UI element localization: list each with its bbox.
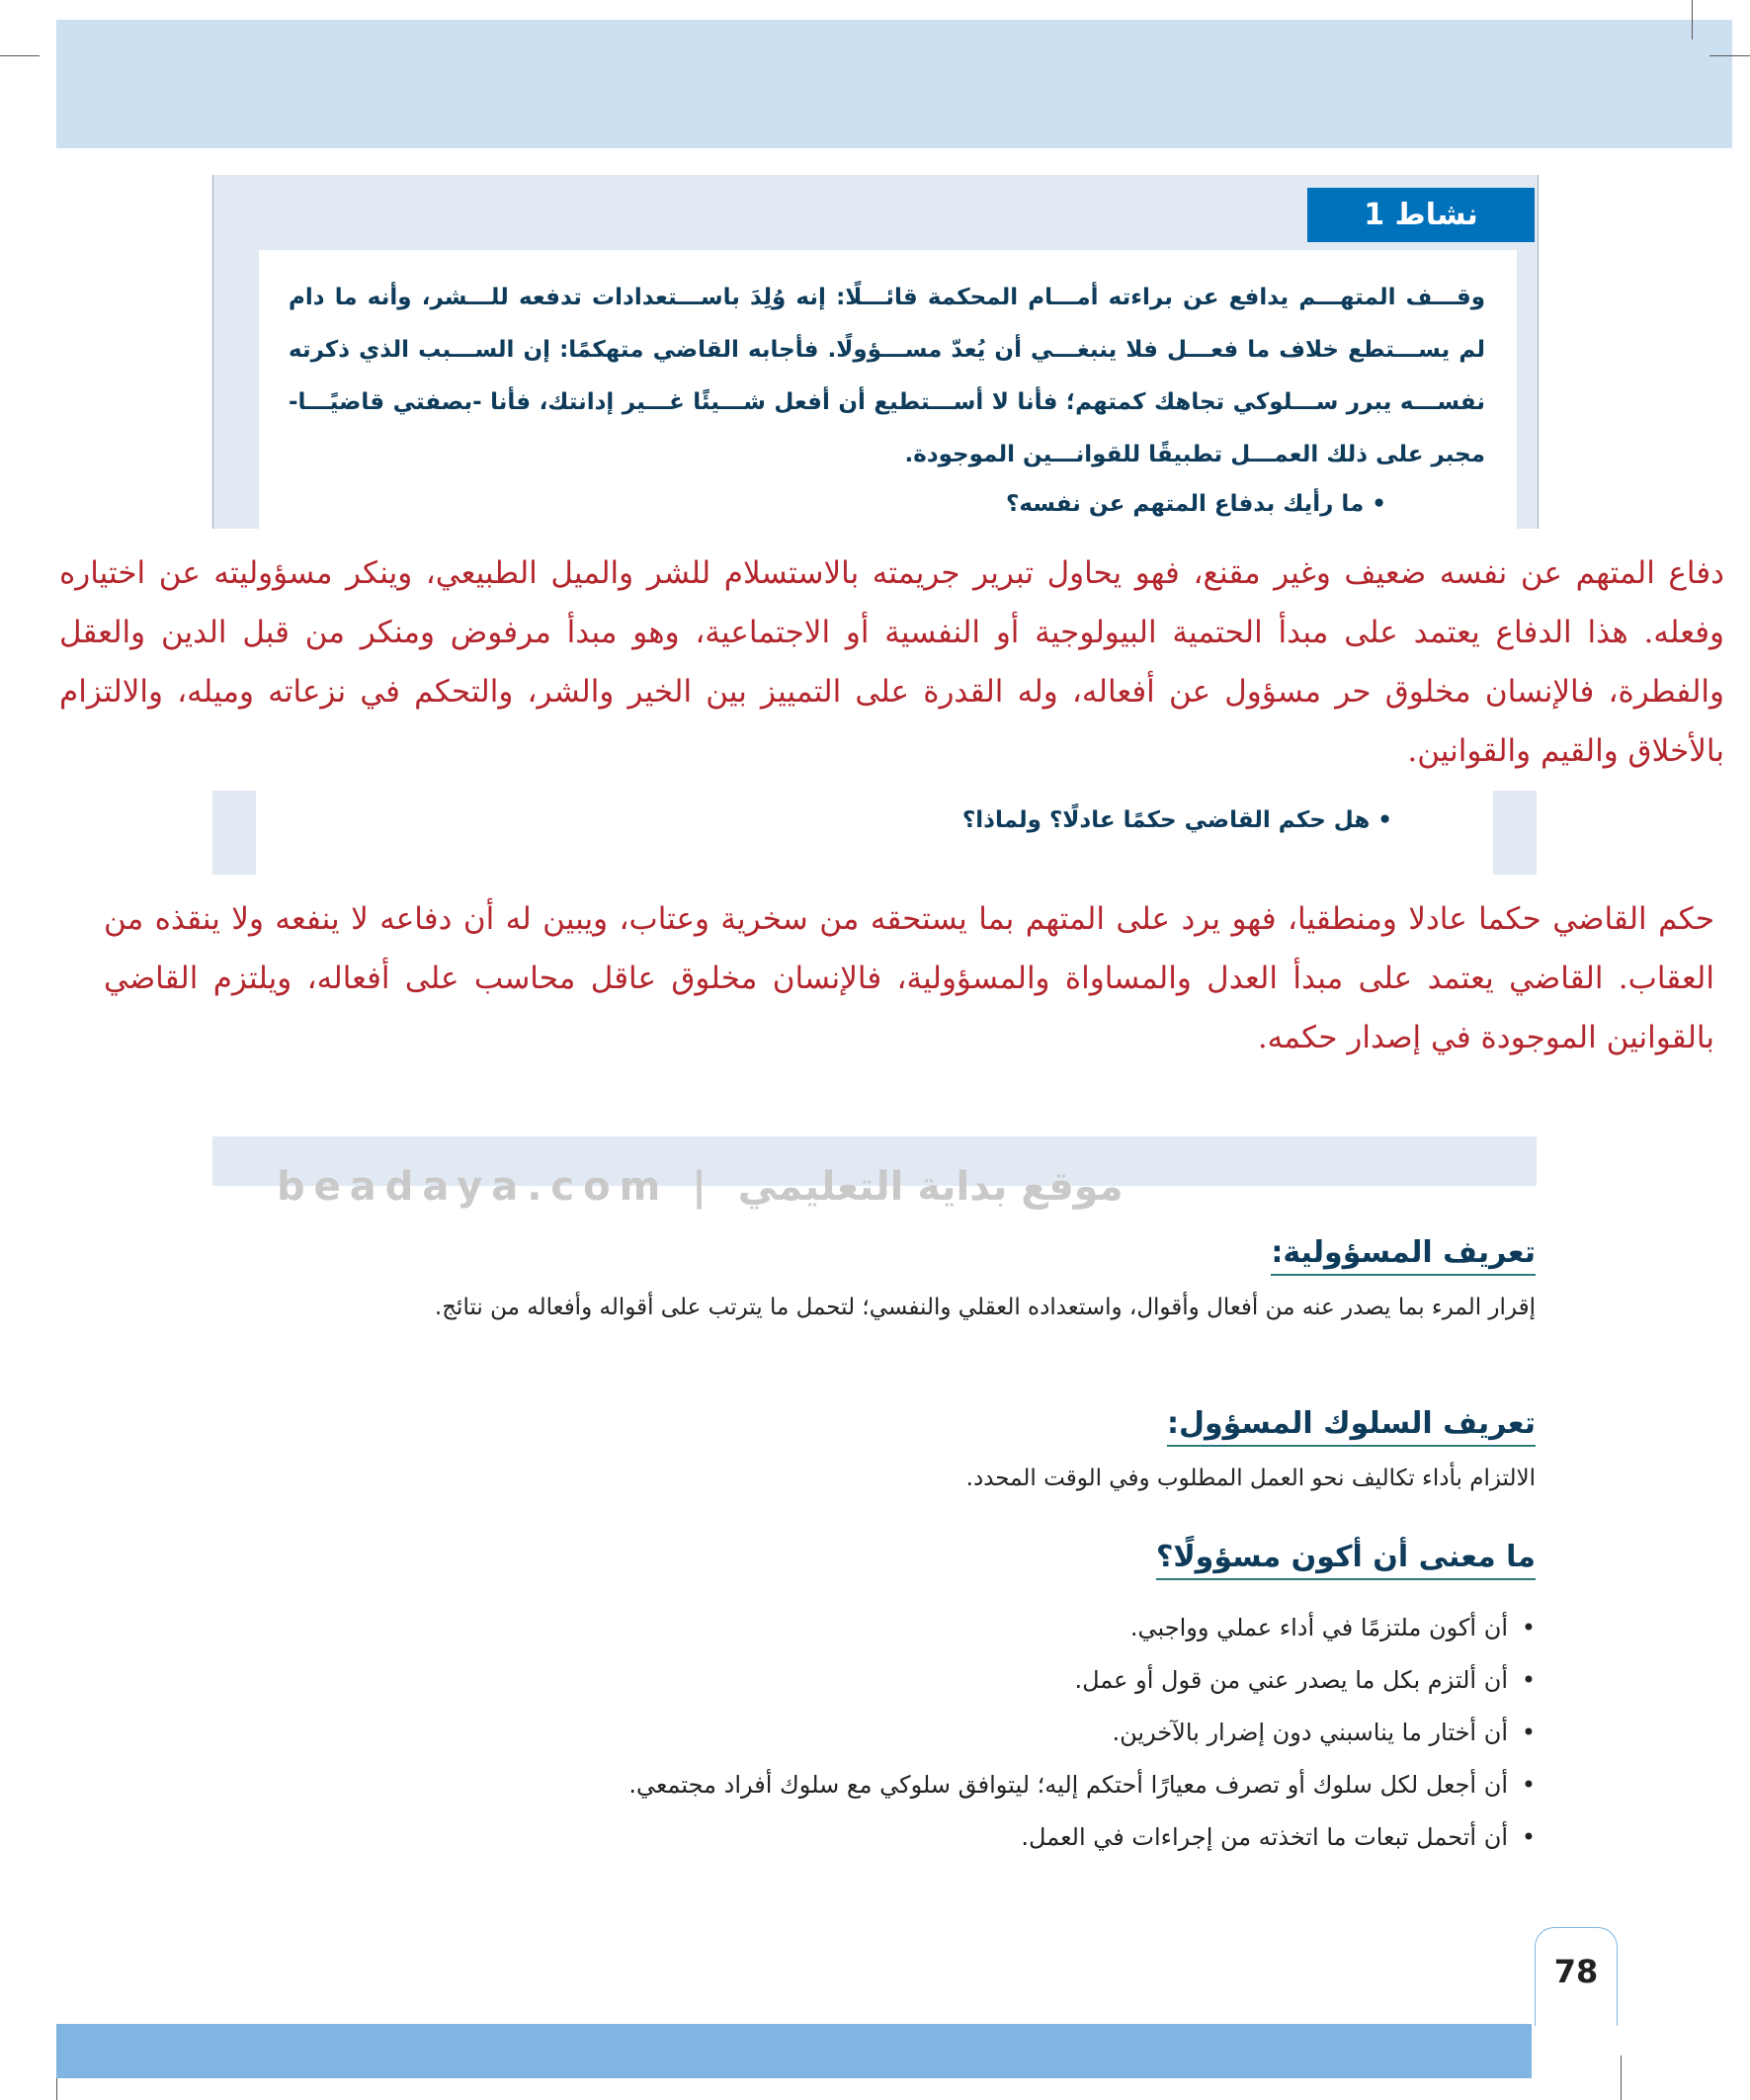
box-border [1493,791,1537,875]
list-item: • أن أجعل لكل سلوك أو تصرف معيارًا أحتكم إليه؛ ليتوافق سلوكي مع سلوك أفراد مجتمعي. [628,1771,1508,1799]
question-2: • هل حكم القاضي حكمًا عادلًا؟ ولماذا؟ [961,807,1392,833]
question-1: • ما رأيك بدفاع المتهم عن نفسه؟ [1006,491,1386,517]
activity-text: وقـــف المتهـــم يدافع عن براءته أمـــام المحكمة قائـــلًا: إنه وُلِدَ باســـتعدادات تدفعه للـــشر، وأنه ما دام لم يســـتطع خلاف ما فعـــل فلا ينبغـــي أن يُعدّ مســـؤولًا. فأجابه القاضي متهكمًا: إن الســـبب الذي ذكرته نفســـه يبرر ســـلوكي تجاهك كمتهم؛ فأنا لا أســـتطيع أن أفعل شـــيئًا غـــير إدانتك، فأنا -بصفتي قاضيًـــا- مجبر على ذلك العمـــل تطبيقًا للقوانـــين الموجودة. [289,285,1485,467]
list-item: • أن ألتزم بكل ما يصدر عني من قول أو عمل. [1075,1666,1509,1694]
page-number: 78 [1535,1927,1618,2026]
list-item: • أن أختار ما يناسبني دون إضرار بالآخرين. [1113,1719,1509,1746]
list-item: • أن أكون ملتزمًا في أداء عملي وواجبي. [1130,1614,1508,1641]
answer-2: حكم القاضي حكما عادلا ومنطقيا، فهو يرد على المتهم بما يستحقه من سخرية وعتاب، ويبين له أن دفاعه لا ينفعه ولا ينقذه من العقاب. القاضي يعتمد على مبدأ العدل والمساواة والمسؤولية، فالإنسان مخلوق عاقل محاسب على أفعاله، ويلتزم القاضي بالقوانين الموجودة في إصدار حكمه. [104,901,1714,1055]
definition-text: إقرار المرء بما يصدر عنه من أفعال وأقوال، واستعداده العقلي والنفسي؛ لتحمل ما يترتب على أقواله وأفعاله من نتائج. [434,1295,1536,1320]
crop-mark [1709,55,1750,56]
definition-heading: تعريف المسؤولية: [1271,1235,1536,1276]
activity-content [259,250,1517,529]
crop-mark [0,55,40,56]
answer-1: دفاع المتهم عن نفسه ضعيف وغير مقنع، فهو يحاول تبرير جريمته بالاستسلام للشر والميل الطبيعي، وينكر مسؤوليته عن اختياره وفعله. هذا الدفاع يعتمد على مبدأ الحتمية البيولوجية أو النفسية أو الاجتماعية، وهو مبدأ مرفوض ومنكر من قبل الدين والعقل والفطرة، فالإنسان مخلوق حر مسؤول عن أفعاله، وله القدرة على التمييز بين الخير والشر، والتحكم في نزعاته وميله، والالتزام بالأخلاق والقيم والقوانين. [59,555,1724,769]
footer-band [56,2024,1532,2078]
list-item: • أن أتحمل تبعات ما اتخذته من إجراءات في العمل. [1021,1823,1508,1851]
definition-heading: تعريف السلوك المسؤول: [1167,1406,1536,1447]
definition-text: الالتزام بأداء تكاليف نحو العمل المطلوب وفي الوقت المحدد. [965,1466,1536,1491]
box-border [212,791,256,875]
header-band [56,20,1732,148]
watermark: beadaya.com | موقع بداية التعليمي [277,1164,1124,1210]
crop-mark [1692,0,1693,40]
activity-tab: نشاط 1 [1307,188,1535,242]
meaning-heading: ما معنى أن أكون مسؤولًا؟ [1156,1540,1536,1580]
question-2-text: هل حكم القاضي حكمًا عادلًا؟ ولماذا؟ [961,807,1371,833]
crop-mark [1621,2056,1622,2100]
question-1-text: ما رأيك بدفاع المتهم عن نفسه؟ [1006,491,1365,517]
